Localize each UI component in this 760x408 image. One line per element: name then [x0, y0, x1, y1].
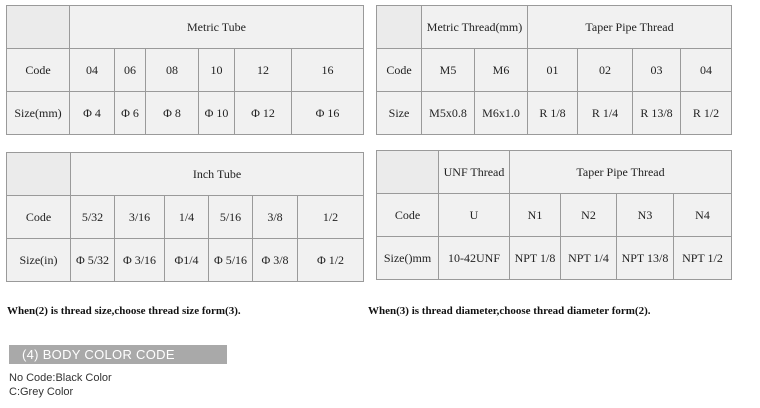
table-cell: Φ 12 — [235, 92, 292, 135]
table-row — [7, 92, 364, 135]
table-cell: 06 — [115, 49, 146, 92]
table-row — [7, 239, 364, 282]
table-cell: N3 — [617, 194, 674, 237]
code-label: Code — [7, 196, 71, 239]
table-corner-cell — [7, 153, 71, 196]
table-cell: 3/8 — [253, 196, 298, 239]
table-cell: 04 — [70, 49, 115, 92]
table-cell: Φ 10 — [199, 92, 235, 135]
table-cell: R 1/8 — [528, 92, 578, 135]
table-cell: 16 — [292, 49, 364, 92]
table-cell: Φ 8 — [146, 92, 199, 135]
table-cell: M6 — [475, 49, 528, 92]
size-label: Size()mm — [377, 237, 439, 280]
table-corner-cell — [7, 6, 70, 49]
table-cell: 10 — [199, 49, 235, 92]
metric-thread-title: Metric Thread(mm) — [422, 6, 528, 49]
table-cell: 1/2 — [298, 196, 364, 239]
body-color-code-header: (4) BODY COLOR CODE — [9, 345, 227, 364]
table-cell: 12 — [235, 49, 292, 92]
table-row — [7, 196, 364, 239]
code-label: Code — [377, 49, 422, 92]
thread-diameter-note: When(3) is thread diameter,choose thread diameter form(2). — [368, 305, 651, 317]
metric-thread-table — [376, 5, 732, 135]
table-cell: NPT 1/2 — [674, 237, 732, 280]
table-row — [7, 153, 364, 196]
table-row — [377, 49, 732, 92]
taper-pipe-thread-title: Taper Pipe Thread — [528, 6, 732, 49]
metric-tube-title: Metric Tube — [70, 6, 364, 49]
inch-tube-title: Inch Tube — [71, 153, 364, 196]
table-row — [377, 151, 732, 194]
table-row — [377, 194, 732, 237]
table-cell: NPT 13/8 — [617, 237, 674, 280]
metric-tube-table — [6, 5, 364, 135]
table-cell: U — [439, 194, 510, 237]
table-cell: 01 — [528, 49, 578, 92]
table-cell: 1/4 — [165, 196, 209, 239]
code-label: Code — [7, 49, 70, 92]
table-cell: Φ1/4 — [165, 239, 209, 282]
table-cell: 04 — [681, 49, 732, 92]
code-label: Code — [377, 194, 439, 237]
table-cell: N1 — [510, 194, 561, 237]
table-cell: Φ 3/8 — [253, 239, 298, 282]
table-cell: N2 — [561, 194, 617, 237]
table-cell: 5/16 — [209, 196, 253, 239]
table-cell: M5 — [422, 49, 475, 92]
unf-thread-title: UNF Thread — [439, 151, 510, 194]
table-cell: 03 — [633, 49, 681, 92]
table-cell: M5x0.8 — [422, 92, 475, 135]
unf-thread-table — [376, 150, 732, 280]
taper-pipe-thread-title: Taper Pipe Thread — [510, 151, 732, 194]
table-cell: Φ 1/2 — [298, 239, 364, 282]
table-row — [7, 49, 364, 92]
size-label: Size(in) — [7, 239, 71, 282]
table-row — [377, 237, 732, 280]
table-corner-cell — [377, 151, 439, 194]
table-cell: R 13/8 — [633, 92, 681, 135]
table-cell: N4 — [674, 194, 732, 237]
table-cell: 08 — [146, 49, 199, 92]
table-cell: Φ 5/16 — [209, 239, 253, 282]
table-row — [377, 6, 732, 49]
table-row — [377, 92, 732, 135]
thread-size-note: When(2) is thread size,choose thread size form(3). — [7, 305, 241, 317]
table-cell: Φ 5/32 — [71, 239, 115, 282]
table-cell: Φ 4 — [70, 92, 115, 135]
size-label: Size(mm) — [7, 92, 70, 135]
table-cell: 02 — [578, 49, 633, 92]
table-cell: NPT 1/4 — [561, 237, 617, 280]
body-color-option: C:Grey Color — [9, 386, 74, 398]
table-row — [7, 6, 364, 49]
table-cell: NPT 1/8 — [510, 237, 561, 280]
table-corner-cell — [377, 6, 422, 49]
body-color-option: No Code:Black Color — [9, 372, 112, 384]
table-cell: 5/32 — [71, 196, 115, 239]
table-cell: Φ 6 — [115, 92, 146, 135]
table-cell: 3/16 — [115, 196, 165, 239]
table-cell: Φ 3/16 — [115, 239, 165, 282]
size-label: Size — [377, 92, 422, 135]
table-cell: R 1/2 — [681, 92, 732, 135]
table-cell: Φ 16 — [292, 92, 364, 135]
table-cell: 10-42UNF — [439, 237, 510, 280]
table-cell: R 1/4 — [578, 92, 633, 135]
table-cell: M6x1.0 — [475, 92, 528, 135]
inch-tube-table — [6, 152, 364, 282]
